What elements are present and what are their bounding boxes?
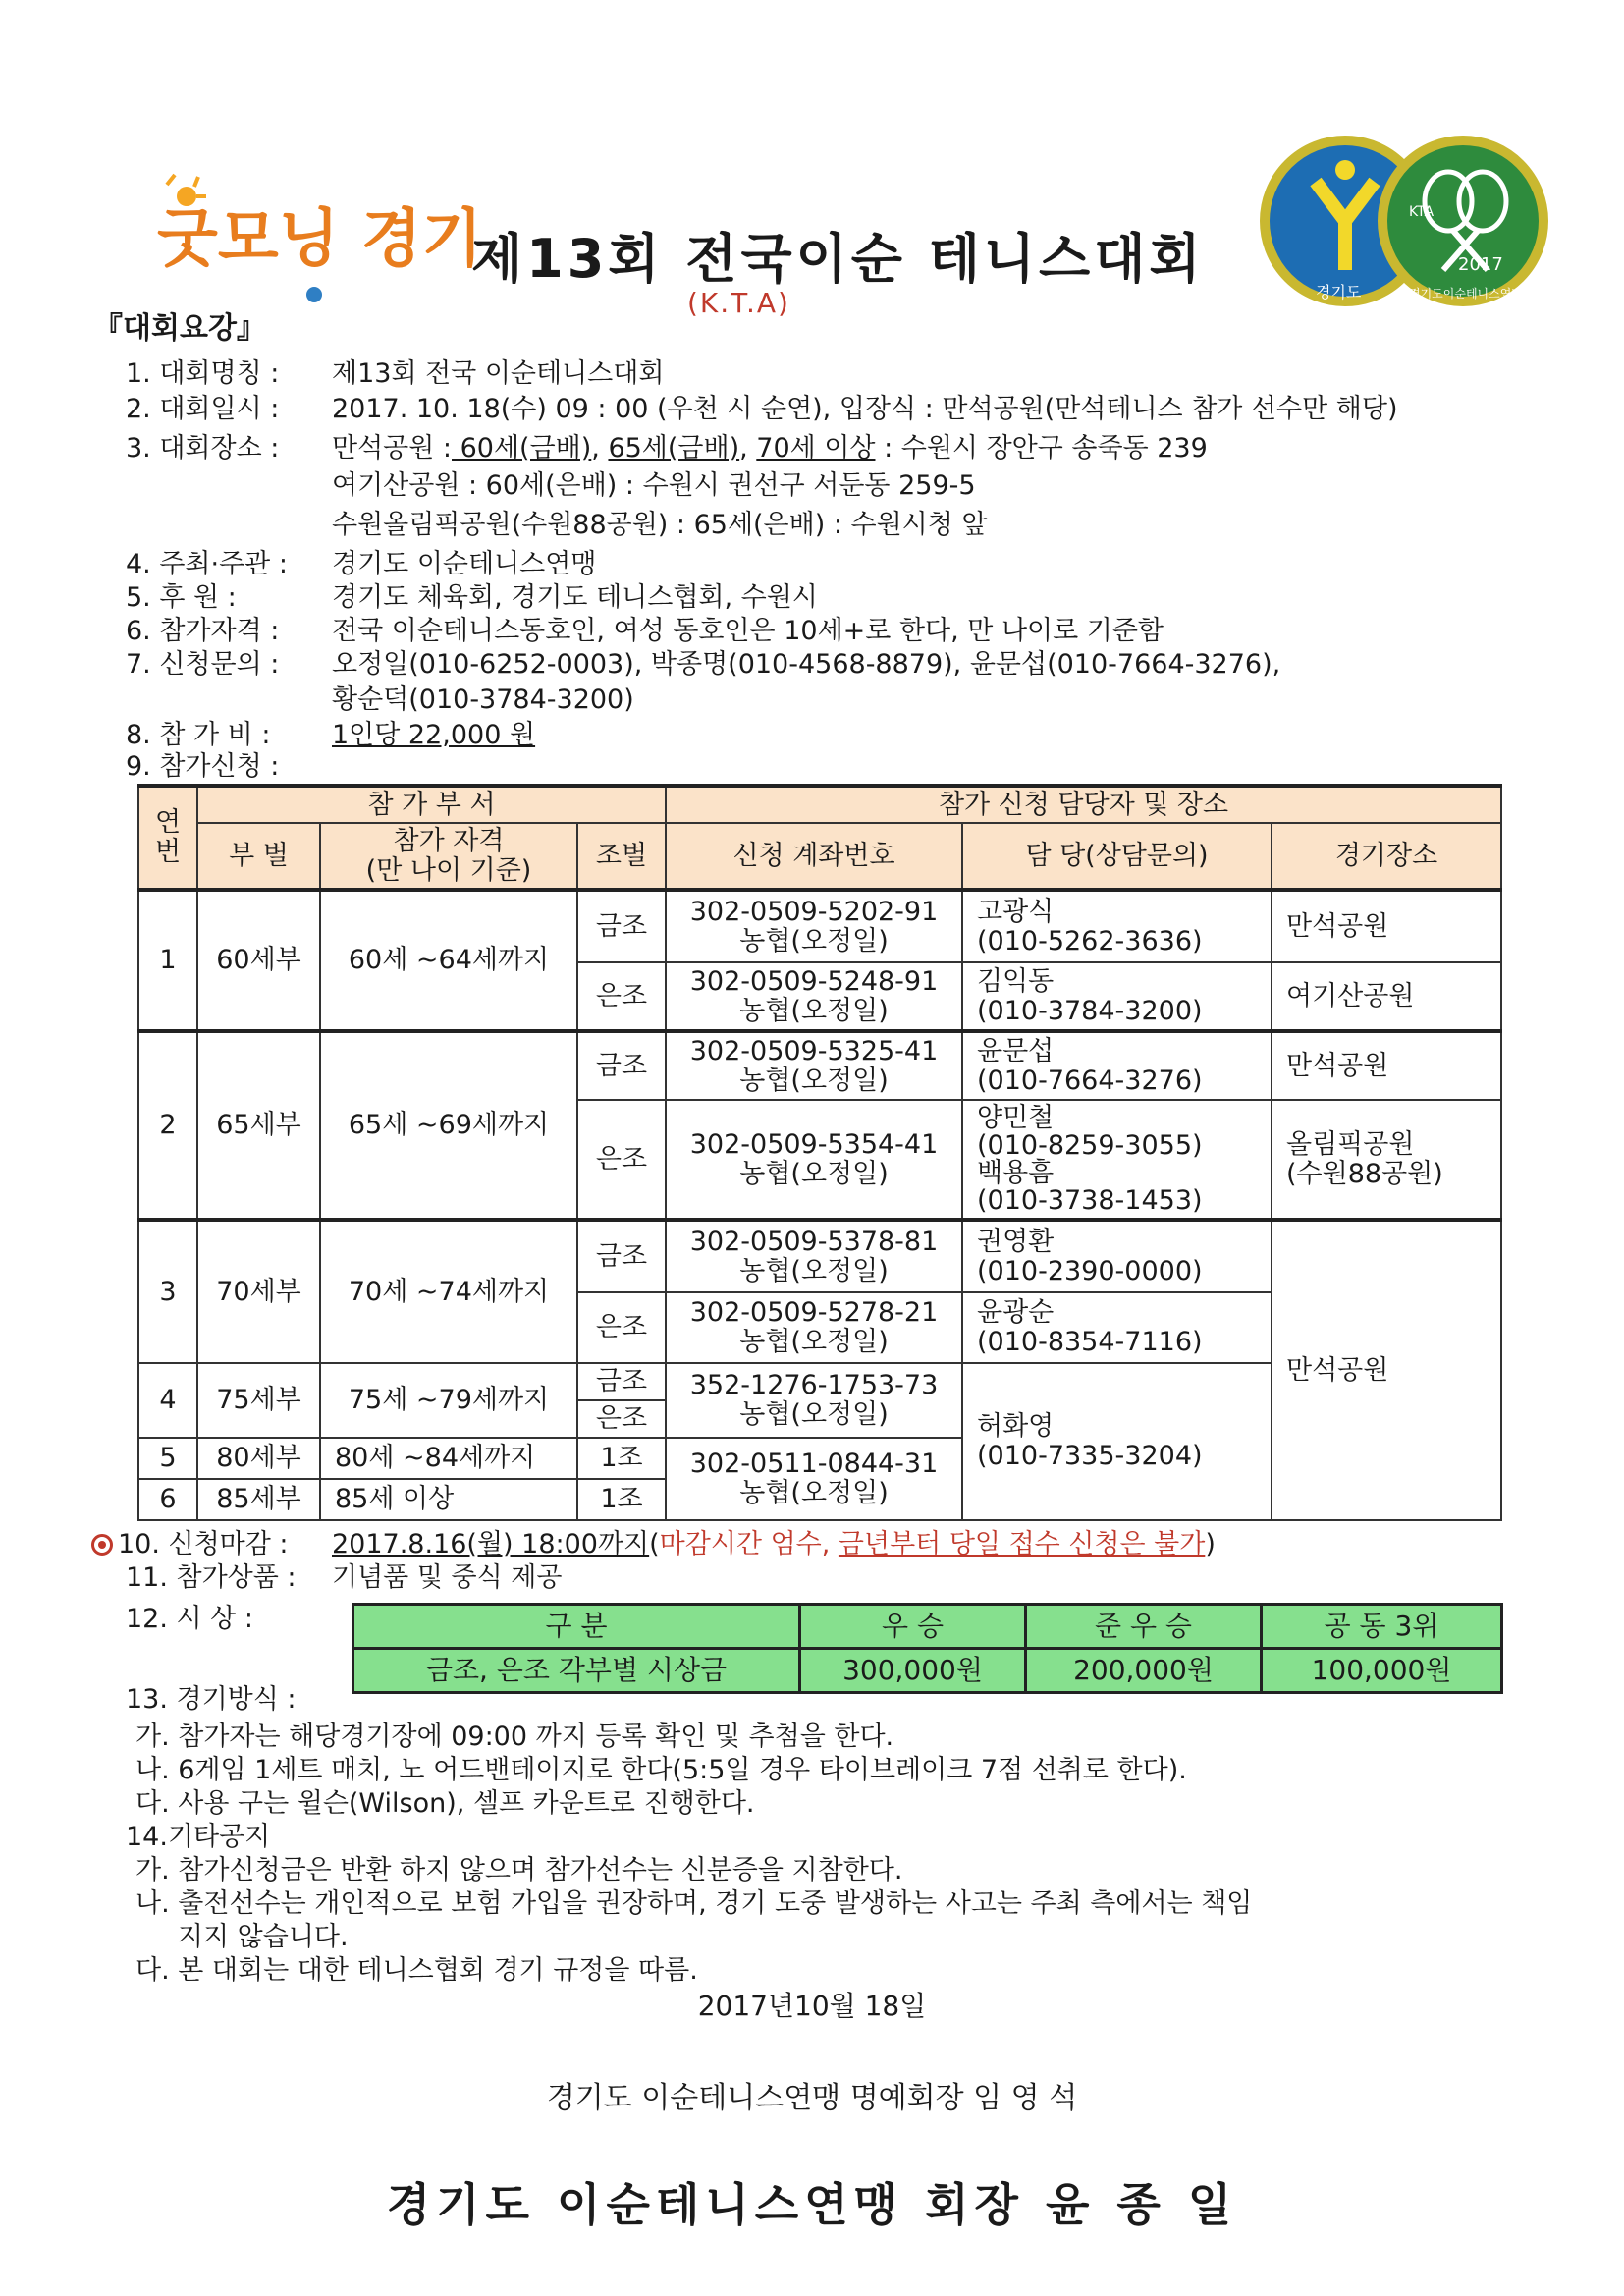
- row-contact: 김익동 (010-3784-3200): [962, 962, 1272, 1031]
- row-group: 은조: [577, 1292, 666, 1363]
- row-account: 302-0509-5248-91 농협(오정일): [666, 962, 962, 1031]
- award-label: 12. 시 상 :: [126, 1604, 253, 1634]
- row-div: 75세부: [197, 1363, 320, 1438]
- method-line: 다. 사용 구는 윌슨(Wilson), 셀프 카운트로 진행한다.: [135, 1788, 755, 1819]
- item-value: 황순덕(010-3784-3200): [332, 684, 634, 715]
- row-group: 은조: [577, 1100, 666, 1220]
- footer-date: 2017년10월 18일: [697, 1990, 927, 2022]
- prize-value: 기념품 및 중식 제공: [332, 1562, 563, 1593]
- fee-value: [332, 719, 535, 752]
- row-no: 3: [138, 1220, 197, 1363]
- row-venue: 여기산공원: [1272, 962, 1501, 1031]
- row-contact: 권영환 (010-2390-0000): [962, 1220, 1272, 1292]
- notice-line: 가. 참가신청금은 반환 하지 않으며 참가선수는 신분증을 지참한다.: [135, 1855, 903, 1886]
- notice-line: 지지 않습니다.: [135, 1922, 349, 1952]
- header-qual: 참가 자격 (만 나이 기준): [320, 823, 577, 890]
- item-label: 9. 참가신청 :: [126, 751, 280, 782]
- row-no: 6: [138, 1479, 197, 1520]
- honorary-signature: 경기도 이순테니스연맹 명예회장 임 영 석: [546, 2081, 1078, 2115]
- row-contact: 허화영 (010-7335-3204): [962, 1363, 1272, 1520]
- header-div: 부 별: [197, 823, 320, 890]
- method-label: 13. 경기방식 :: [126, 1684, 297, 1715]
- method-line: 가. 참가자는 해당경기장에 09:00 까지 등록 확인 및 추첨을 한다.: [135, 1722, 894, 1752]
- row-no: 1: [138, 890, 197, 1031]
- row-qual: 75세 ~79세까지: [320, 1363, 577, 1438]
- row-account: 302-0511-0844-31 농협(오정일): [666, 1438, 962, 1520]
- header-contact: 담 당(상담문의): [962, 823, 1272, 890]
- venue-main-line: [332, 432, 1208, 465]
- award-header: 우 승: [800, 1605, 1026, 1649]
- president-signature: 경기도 이순테니스연맹 회장 윤 종 일: [386, 2178, 1238, 2231]
- row-group: 금조: [577, 890, 666, 962]
- row-qual: 65세 ~69세까지: [320, 1031, 577, 1220]
- kta-emblem: [1262, 123, 1546, 319]
- item-value: 2017. 10. 18(수) 09 : 00 (우천 시 순연), 입장식 : 만석공원(만석테니스 참가 선수만 해당): [332, 394, 1398, 424]
- method-line: 나. 6게임 1세트 매치, 노 어드밴테이지로 한다(5:5일 경우 타이브레이크 7점 선취로 한다).: [135, 1755, 1187, 1785]
- row-group: 1조: [577, 1479, 666, 1520]
- row-account: 352-1276-1753-73 농협(오정일): [666, 1363, 962, 1438]
- award-cell: 300,000원: [800, 1649, 1026, 1693]
- award-header: 구 분: [353, 1605, 800, 1649]
- document-title: 제13회 전국이순 테니스대회: [471, 228, 1205, 290]
- row-contact: 고광식 (010-5262-3636): [962, 890, 1272, 962]
- row-div: 80세부: [197, 1438, 320, 1479]
- deadline-date: 2017.8.16(월) 18:00까지: [332, 1529, 650, 1559]
- row-venue: 만석공원: [1272, 1031, 1501, 1100]
- item-value: 전국 이순테니스동호인, 여성 동호인은 10세+로 한다, 만 나이로 기준함: [332, 616, 1164, 646]
- emblem-left-text: 경기도: [1316, 283, 1362, 301]
- bullet-icon: [91, 1534, 113, 1556]
- row-venue: 만석공원: [1272, 1220, 1501, 1520]
- item-label: 6. 참가자격 :: [126, 616, 280, 646]
- row-qual: 85세 이상: [320, 1479, 577, 1520]
- venue-comma: ,: [591, 433, 609, 464]
- notice-label: 14.기타공지: [126, 1822, 271, 1852]
- row-group: 1조: [577, 1438, 666, 1479]
- gyeonggi-logo: [147, 167, 483, 314]
- row-contact: 양민철 (010-8259-3055) 백용흠 (010-3738-1453): [962, 1100, 1272, 1220]
- deadline-label: 10. 신청마감 :: [118, 1529, 289, 1559]
- item-value: 경기도 체육회, 경기도 테니스협회, 수원시: [332, 582, 818, 613]
- header-venue: 경기장소: [1272, 823, 1501, 890]
- row-div: 70세부: [197, 1220, 320, 1363]
- registration-table: [137, 784, 1502, 1521]
- row-contact: 윤광순 (010-8354-7116): [962, 1292, 1272, 1363]
- item-value: 제13회 전국 이순테니스대회: [332, 358, 665, 389]
- emblem-right-text: 경기도이순테니스연맹: [1409, 287, 1523, 301]
- venue-main-name: 만석공원 :: [332, 433, 453, 464]
- item-label: 2. 대회일시 :: [126, 394, 280, 424]
- item-value: 여기산공원 : 60세(은배) : 수원시 권선구 서둔동 259-5: [332, 470, 976, 501]
- emblem-year: 2017: [1458, 254, 1503, 275]
- item-value: 경기도 이순테니스연맹: [332, 549, 597, 579]
- row-venue: 올림픽공원 (수원88공원): [1272, 1100, 1501, 1220]
- item-label: 3. 대회장소 :: [126, 433, 280, 464]
- row-group: 금조: [577, 1363, 666, 1400]
- row-qual: 80세 ~84세까지: [320, 1438, 577, 1479]
- deadline-paren: ): [1205, 1529, 1216, 1559]
- item-value: 수원올림픽공원(수원88공원) : 65세(은배) : 수원시청 앞: [332, 510, 988, 540]
- row-group: 은조: [577, 1400, 666, 1438]
- header-account: 신청 계좌번호: [666, 823, 962, 890]
- row-account: 302-0509-5325-41 농협(오정일): [666, 1031, 962, 1100]
- section-title: 『대회요강』: [93, 311, 266, 346]
- item-label: 8. 참 가 비 :: [126, 720, 271, 750]
- header-apply: 참가 신청 담당자 및 장소: [666, 786, 1501, 823]
- item-label: 5. 후 원 :: [126, 582, 237, 613]
- row-qual: 60세 ~64세까지: [320, 890, 577, 1031]
- award-table: [352, 1603, 1503, 1694]
- header-no: 연 번: [138, 786, 197, 890]
- prize-label: 11. 참가상품 :: [126, 1562, 297, 1593]
- row-no: 2: [138, 1031, 197, 1220]
- venue-address: : 수원시 장안구 송죽동 239: [875, 433, 1208, 464]
- emblem-kta: KTA: [1409, 204, 1435, 220]
- item-label: 4. 주최·주관 :: [126, 549, 288, 579]
- deadline-line: [332, 1528, 1216, 1561]
- row-div: 65세부: [197, 1031, 320, 1220]
- row-group: 금조: [577, 1220, 666, 1292]
- venue-underlined: 65세(금배): [608, 433, 740, 464]
- award-cell: 금조, 은조 각부별 시상금: [353, 1649, 800, 1693]
- row-group: 은조: [577, 962, 666, 1031]
- fee-underlined: 1인당 22,000 원: [332, 720, 536, 750]
- item-value: 오정일(010-6252-0003), 박종명(010-4568-8879), 윤문섭(010-7664-3276),: [332, 649, 1281, 680]
- award-cell: 200,000원: [1026, 1649, 1262, 1693]
- row-account: 302-0509-5202-91 농협(오정일): [666, 890, 962, 962]
- deadline-paren: (: [649, 1529, 660, 1559]
- logo-left-text: 굿모닝 경기: [157, 203, 483, 276]
- header-group: 조별: [577, 823, 666, 890]
- award-header: 준 우 승: [1026, 1605, 1262, 1649]
- header-dept: 참 가 부 서: [197, 786, 666, 823]
- row-contact: 윤문섭 (010-7664-3276): [962, 1031, 1272, 1100]
- item-label: 1. 대회명칭 :: [126, 358, 280, 389]
- venue-underlined: 60세(금배): [452, 433, 592, 464]
- row-account: 302-0509-5378-81 농협(오정일): [666, 1220, 962, 1292]
- award-cell: 100,000원: [1262, 1649, 1502, 1693]
- item-label: 7. 신청문의 :: [126, 649, 280, 680]
- deadline-notice: 마감시간 엄수,: [659, 1529, 839, 1559]
- row-div: 85세부: [197, 1479, 320, 1520]
- venue-comma: ,: [739, 433, 757, 464]
- notice-line: 나. 출전선수는 개인적으로 보험 가입을 권장하며, 경기 도중 발생하는 사고는 주최 측에서는 책임: [135, 1888, 1253, 1919]
- row-qual: 70세 ~74세까지: [320, 1220, 577, 1363]
- row-group: 금조: [577, 1031, 666, 1100]
- notice-line: 다. 본 대회는 대한 테니스협회 경기 규정을 따름.: [135, 1955, 698, 1986]
- row-venue: 만석공원: [1272, 890, 1501, 962]
- document-subtitle: (K.T.A): [687, 287, 790, 319]
- row-account: 302-0509-5354-41 농협(오정일): [666, 1100, 962, 1220]
- row-account: 302-0509-5278-21 농협(오정일): [666, 1292, 962, 1363]
- deadline-notice-underlined: 금년부터 당일 접수 신청은 불가: [838, 1529, 1206, 1559]
- row-div: 60세부: [197, 890, 320, 1031]
- award-header: 공 동 3위: [1262, 1605, 1502, 1649]
- row-no: 4: [138, 1363, 197, 1438]
- venue-underlined: 70세 이상: [756, 433, 876, 464]
- row-no: 5: [138, 1438, 197, 1479]
